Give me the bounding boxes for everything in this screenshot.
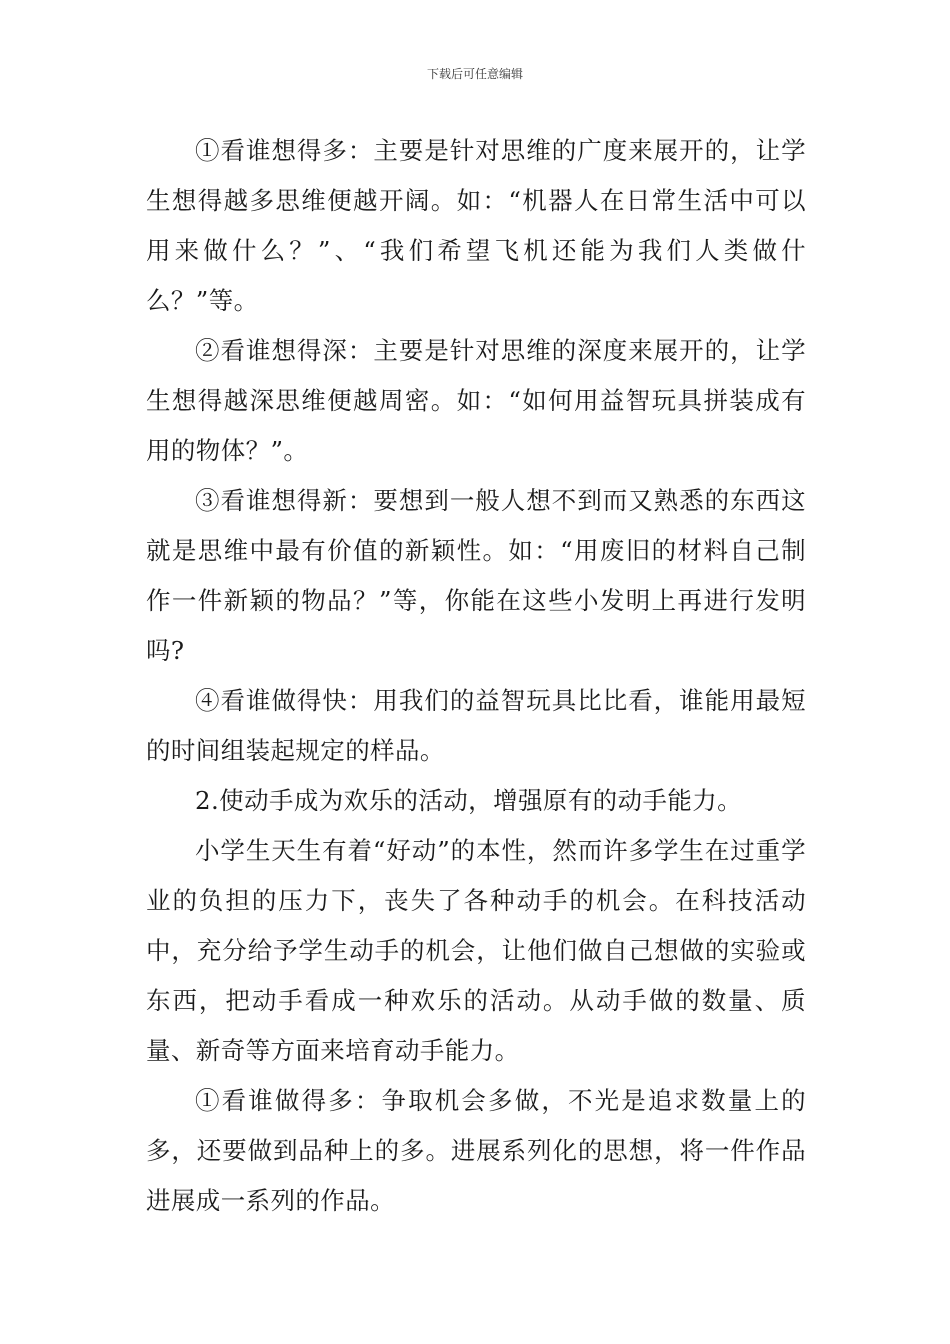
paragraph-1: ①看谁想得多：主要是针对思维的广度来展开的，让学生想得越多思维便越开阔。如：“机器人在日常生活中可以用来做什么？”、“我们希望飞机还能为我们人类做什么？”等。 <box>146 136 806 315</box>
paragraph-7: ①看谁做得多：争取机会多做，不光是追求数量上的多，还要做到品种上的多。进展系列化的思想，将一件作品进展成一系列的作品。 <box>146 1086 806 1215</box>
paragraph-6: 小学生天生有着“好动”的本性，然而许多学生在过重学业的负担的压力下，丧失了各种动手的机会。在科技活动中，充分给予学生动手的机会，让他们做自己想做的实验或东西，把动手看成一种欢乐的活动。从动手做的数量、质量、新奇等方面来培育动手能力。 <box>146 836 806 1065</box>
paragraph-2: ②看谁想得深：主要是针对思维的深度来展开的，让学生想得越深思维便越周密。如：“如何用益智玩具拼装成有用的物体？”。 <box>146 336 806 465</box>
page-header: 下载后可任意编辑 <box>426 67 523 81</box>
document-body <box>146 126 806 1226</box>
section-heading: 2.使动手成为欢乐的活动，增强原有的动手能力。 <box>195 786 743 815</box>
paragraph-4: ④看谁做得快：用我们的益智玩具比比看，谁能用最短的时间组装起规定的样品。 <box>146 686 806 765</box>
paragraph-3: ③看谁想得新：要想到一般人想不到而又熟悉的东西这就是思维中最有价值的新颖性。如：“用废旧的材料自己制作一件新颖的物品？”等，你能在这些小发明上再进行发明吗? <box>146 486 806 665</box>
